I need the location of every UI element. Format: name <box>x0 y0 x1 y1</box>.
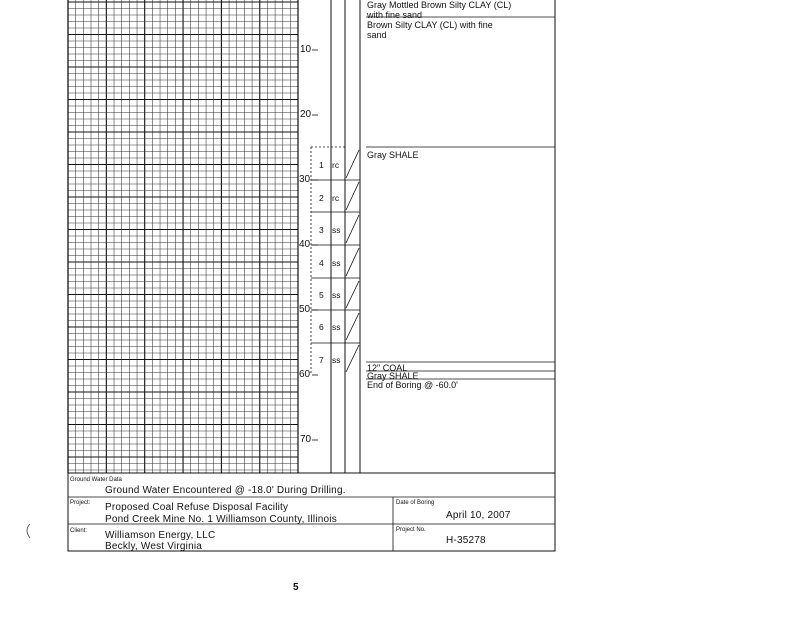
sample-number: 5 <box>319 290 324 300</box>
project-no-value: H-35278 <box>446 535 486 546</box>
project-line-1: Proposed Coal Refuse Disposal Facility <box>105 502 289 513</box>
project-no-label: Project No. <box>396 527 426 533</box>
ground-water-label: Ground Water Data <box>70 477 122 483</box>
date-of-boring-value: April 10, 2007 <box>446 510 511 521</box>
sample-number: 4 <box>319 258 324 268</box>
page-number: 5 <box>293 582 299 593</box>
depth-label: 50 <box>299 304 311 315</box>
sample-type: rc <box>332 193 340 203</box>
stratum-description: Gray SHALE <box>367 371 419 381</box>
sample-type: ss <box>332 355 341 365</box>
sample-type: ss <box>332 322 341 332</box>
sample-number: 3 <box>319 225 324 235</box>
sample-number: 6 <box>319 322 324 332</box>
stratum-description: sand <box>367 30 387 40</box>
depth-label: 20 <box>300 109 312 120</box>
depth-label: 10 <box>300 44 312 55</box>
stratum-description: Brown Silty CLAY (CL) with fine <box>367 20 493 30</box>
sample-type: ss <box>332 290 341 300</box>
depth-label: 60 <box>299 369 311 380</box>
client-line-1: Williamson Energy, LLC <box>105 530 216 541</box>
sample-number: 1 <box>319 160 324 170</box>
depth-label: 40 <box>299 239 311 250</box>
client-line-2: Beckly, West Virginia <box>105 541 203 552</box>
stratum-description: with fine sand <box>367 10 423 20</box>
stratum-description: Gray Mottled Brown Silty CLAY (CL) <box>367 0 512 10</box>
sample-type: ss <box>332 258 341 268</box>
sample-type: rc <box>332 160 340 170</box>
ground-water-text: Ground Water Encountered @ -18.0' During Drilling. <box>105 485 346 496</box>
stratum-description: 12" COAL <box>367 363 408 373</box>
sample-number: 2 <box>319 193 324 203</box>
sample-type: ss <box>332 225 341 235</box>
project-label: Project: <box>70 500 91 506</box>
stratum-description: Gray SHALE <box>367 150 419 160</box>
sample-number: 7 <box>319 355 324 365</box>
project-line-2: Pond Creek Mine No. 1 Williamson County, Illinois <box>105 514 337 525</box>
client-label: Client: <box>70 528 88 534</box>
depth-label: 30 <box>299 174 311 185</box>
stratum-description: End of Boring @ -60.0' <box>367 380 458 390</box>
depth-label: 70 <box>300 434 312 445</box>
date-of-boring-label: Date of Boring <box>396 500 435 506</box>
